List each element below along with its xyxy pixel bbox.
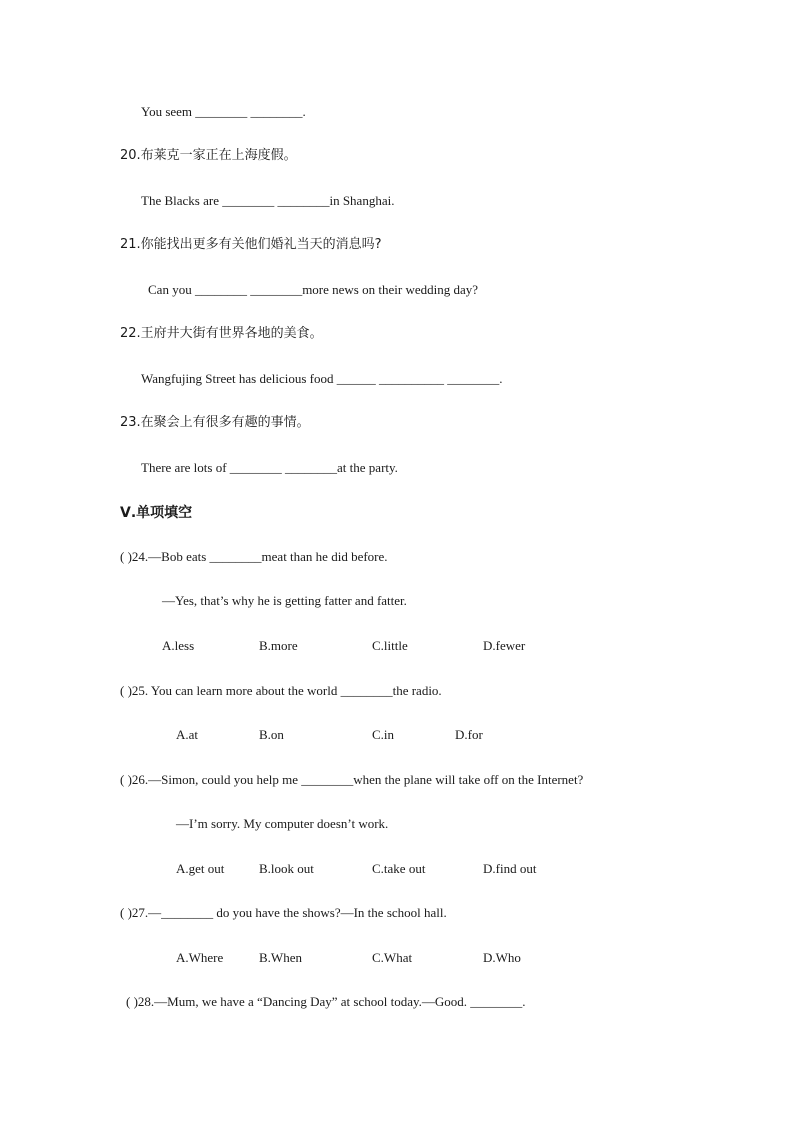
q25-option-c: C.in (372, 727, 395, 742)
q26-option-c: C.take out (372, 861, 426, 876)
q26-option-b: B.look out (259, 861, 314, 876)
q28-stem: ( )28.—Mum, we have a “Dancing Day” at school today.—Good. ________. (126, 994, 526, 1009)
q23-chinese-prompt: 23.在聚会上有很多有趣的事情。 (120, 415, 310, 430)
q24-reply: —Yes, that’s why he is getting fatter and fatter. (162, 593, 407, 608)
q27-option-b: B.When (259, 950, 302, 965)
q27-option-d: D.Who (483, 950, 521, 965)
q25-stem: ( )25. You can learn more about the world ________the radio. (120, 683, 442, 698)
q27-option-c: C.What (372, 950, 413, 965)
q24-option-a: A.less (162, 638, 195, 653)
q23-english-line: There are lots of ________ ________at the party. (141, 460, 398, 475)
q22-chinese-prompt: 22.王府井大街有世界各地的美食。 (120, 326, 323, 341)
q22-english-line: Wangfujing Street has delicious food ______ __________ ________. (141, 371, 503, 386)
q27-option-a: A.Where (176, 950, 224, 965)
q19-english-line: You seem ________ ________. (141, 104, 306, 119)
q24-option-d: D.fewer (483, 638, 526, 653)
q26-reply: —I’m sorry. My computer doesn’t work. (176, 816, 389, 831)
q25-option-b: B.on (259, 727, 284, 742)
q21-chinese-prompt: 21.你能找出更多有关他们婚礼当天的消息吗? (120, 237, 382, 252)
q26-stem: ( )26.—Simon, could you help me ________when the plane will take off on the Internet? (120, 772, 584, 787)
q24-option-c: C.little (372, 638, 408, 653)
q26-option-d: D.find out (483, 861, 537, 876)
section-5-heading: Ⅴ.单项填空 (120, 505, 193, 521)
q25-option-a: A.at (176, 727, 199, 742)
q20-english-line: The Blacks are ________ ________in Shanghai. (141, 193, 395, 208)
q24-stem: ( )24.—Bob eats ________meat than he did before. (120, 549, 388, 564)
q24-option-b: B.more (259, 638, 298, 653)
q20-chinese-prompt: 20.布莱克一家正在上海度假。 (120, 148, 297, 163)
q21-english-line: Can you ________ ________more news on their wedding day? (148, 282, 479, 297)
q27-stem: ( )27.—________ do you have the shows?—In the school hall. (120, 905, 447, 920)
q25-option-d: D.for (455, 727, 483, 742)
q26-option-a: A.get out (176, 861, 225, 876)
